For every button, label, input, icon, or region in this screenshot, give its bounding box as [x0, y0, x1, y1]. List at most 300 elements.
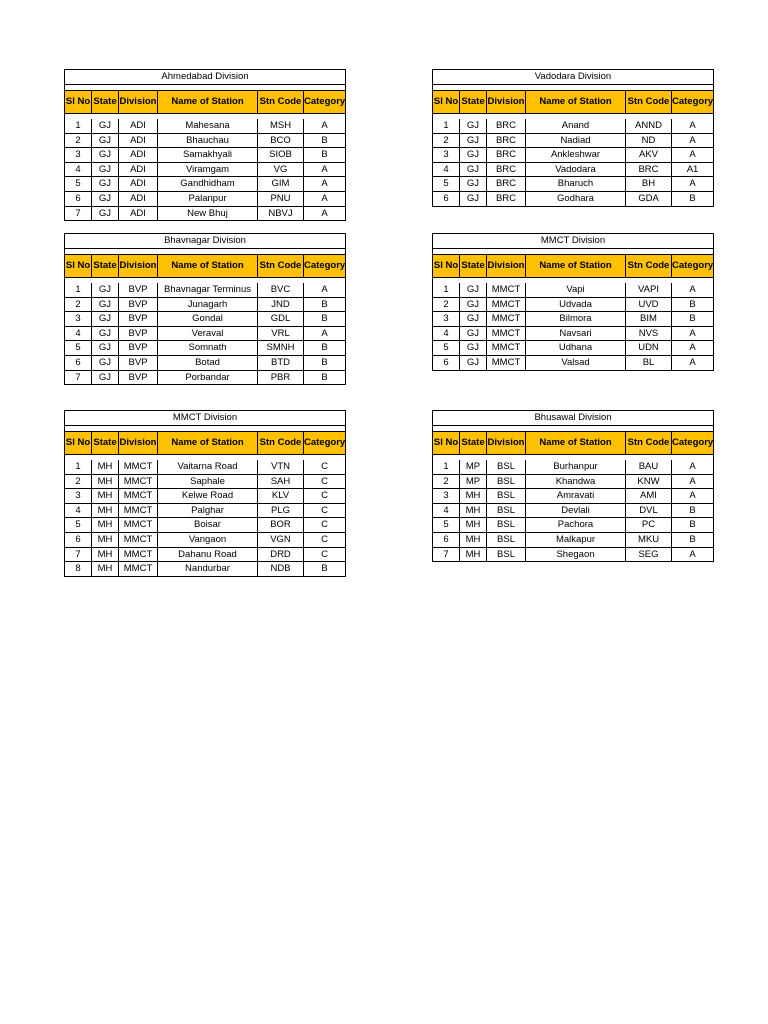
table-row	[65, 207, 345, 221]
cell-state: GJ	[92, 371, 119, 385]
cell-stn-code: NBVJ	[258, 207, 304, 221]
cell-state: MH	[92, 518, 119, 532]
table-row	[433, 119, 713, 134]
table-row	[65, 177, 345, 192]
cell-station-name: Anand	[526, 119, 626, 133]
cell-station-name: Boisar	[158, 518, 258, 532]
cell-station-name: Shegaon	[526, 548, 626, 562]
cell-state: MH	[460, 504, 487, 518]
cell-division: BSL	[487, 489, 526, 503]
cell-state: GJ	[460, 163, 487, 177]
header-station-name: Name of Station	[158, 255, 258, 277]
table-title: Ahmedabad Division	[65, 70, 345, 85]
cell-sl-no: 1	[65, 460, 92, 474]
cell-category: A	[689, 284, 696, 295]
header-category: Category	[672, 437, 713, 448]
table-row	[65, 533, 345, 548]
table-row	[65, 356, 345, 371]
cell-state: GJ	[460, 134, 487, 148]
cell-state: GJ	[92, 341, 119, 355]
cell-sl-no: 5	[65, 177, 92, 191]
cell-state: MH	[92, 460, 119, 474]
cell-sl-no: 5	[65, 518, 92, 532]
cell-stn-code: ND	[626, 134, 672, 148]
cell-stn-code: SMNH	[258, 341, 304, 355]
cell-station-name: Vadodara	[526, 163, 626, 177]
table-row	[433, 548, 713, 562]
header-row	[433, 90, 713, 114]
header-row	[65, 431, 345, 455]
table-row	[65, 327, 345, 342]
cell-division: BRC	[487, 148, 526, 162]
header-division: Division	[487, 432, 526, 454]
cell-category: A	[689, 342, 696, 354]
table-row	[433, 163, 713, 178]
cell-stn-code: PLG	[258, 504, 304, 518]
cell-category: C	[321, 519, 328, 531]
table-row	[65, 134, 345, 149]
cell-division: BVP	[119, 371, 158, 385]
table-body	[65, 119, 345, 220]
cell-division: BSL	[487, 475, 526, 489]
cell-station-name: Botad	[158, 356, 258, 370]
cell-category: A1	[686, 163, 699, 175]
table-row	[433, 327, 713, 342]
cell-station-name: Palanpur	[158, 192, 258, 206]
cell-sl-no: 3	[65, 148, 92, 162]
cell-category: B	[321, 342, 328, 354]
cell-sl-no: 2	[433, 475, 460, 489]
cell-stn-code: BTD	[258, 356, 304, 370]
cell-sl-no: 1	[433, 460, 460, 474]
cell-sl-no: 1	[65, 119, 92, 133]
cell-state: GJ	[460, 312, 487, 326]
cell-stn-code: AKV	[626, 148, 672, 162]
cell-state: MP	[460, 460, 487, 474]
table-row	[65, 148, 345, 163]
cell-category: A	[321, 120, 328, 131]
cell-stn-code: JND	[258, 298, 304, 312]
cell-sl-no: 6	[65, 533, 92, 547]
cell-category: A	[689, 178, 696, 190]
cell-station-name: Khandwa	[526, 475, 626, 489]
cell-station-name: Vapi	[526, 283, 626, 297]
cell-station-name: Veraval	[158, 327, 258, 341]
cell-category: A	[689, 490, 696, 502]
header-state: State	[460, 432, 487, 454]
table-row	[433, 460, 713, 475]
cell-stn-code: KLV	[258, 489, 304, 503]
cell-station-name: Palghar	[158, 504, 258, 518]
header-station-name: Name of Station	[158, 91, 258, 113]
cell-station-name: Malkapur	[526, 533, 626, 547]
cell-sl-no: 5	[433, 177, 460, 191]
cell-sl-no: 4	[433, 504, 460, 518]
cell-stn-code: MKU	[626, 533, 672, 547]
cell-state: GJ	[92, 298, 119, 312]
cell-sl-no: 2	[433, 298, 460, 312]
cell-sl-no: 1	[65, 283, 92, 297]
header-stn-code: Stn Code	[258, 255, 304, 277]
cell-station-name: Bharuch	[526, 177, 626, 191]
cell-sl-no: 2	[65, 475, 92, 489]
header-state: State	[460, 91, 487, 113]
cell-sl-no: 4	[65, 327, 92, 341]
table-row	[433, 148, 713, 163]
cell-sl-no: 3	[433, 312, 460, 326]
header-row	[433, 431, 713, 455]
cell-station-name: Ankleshwar	[526, 148, 626, 162]
cell-state: GJ	[92, 356, 119, 370]
cell-category: C	[321, 461, 328, 472]
table-title: Bhusawal Division	[433, 411, 713, 426]
header-stn-code: Stn Code	[258, 432, 304, 454]
cell-stn-code: BVC	[258, 283, 304, 297]
cell-station-name: New Bhuj	[158, 207, 258, 221]
cell-division: BRC	[487, 163, 526, 177]
cell-division: BVP	[119, 298, 158, 312]
cell-station-name: Gondal	[158, 312, 258, 326]
table-body	[65, 283, 345, 384]
cell-state: GJ	[460, 298, 487, 312]
cell-station-name: Samakhyali	[158, 148, 258, 162]
cell-sl-no: 3	[433, 148, 460, 162]
cell-division: MMCT	[119, 504, 158, 518]
cell-stn-code: ANND	[626, 119, 672, 133]
header-sl-no: Sl No	[433, 91, 460, 113]
cell-division: BVP	[119, 341, 158, 355]
table-row	[65, 341, 345, 356]
cell-state: GJ	[460, 177, 487, 191]
cell-sl-no: 4	[433, 163, 460, 177]
header-state: State	[92, 255, 119, 277]
table-body	[65, 460, 345, 576]
header-category: Category	[672, 260, 713, 271]
header-state: State	[460, 255, 487, 277]
cell-sl-no: 4	[65, 163, 92, 177]
cell-category: A	[689, 461, 696, 472]
cell-category: A	[321, 327, 328, 339]
cell-stn-code: BAU	[626, 460, 672, 474]
cell-sl-no: 7	[65, 207, 92, 221]
cell-stn-code: VG	[258, 163, 304, 177]
cell-state: GJ	[92, 312, 119, 326]
cell-category: B	[689, 504, 696, 516]
table-title: Vadodara Division	[433, 70, 713, 85]
table-row	[433, 341, 713, 356]
cell-stn-code: BH	[626, 177, 672, 191]
cell-sl-no: 6	[65, 356, 92, 370]
header-division: Division	[119, 432, 158, 454]
cell-stn-code: NVS	[626, 327, 672, 341]
cell-station-name: Viramgam	[158, 163, 258, 177]
cell-stn-code: DVL	[626, 504, 672, 518]
cell-sl-no: 3	[433, 489, 460, 503]
table-title: MMCT Division	[65, 411, 345, 426]
cell-category: A	[321, 178, 328, 190]
cell-division: ADI	[119, 207, 158, 221]
cell-state: MH	[460, 489, 487, 503]
cell-stn-code: SAH	[258, 475, 304, 489]
cell-state: MH	[92, 562, 119, 576]
table-row	[433, 533, 713, 548]
cell-division: BRC	[487, 177, 526, 191]
cell-state: GJ	[460, 341, 487, 355]
mmct-mh-division-table	[64, 410, 346, 577]
cell-stn-code: GDA	[626, 192, 672, 206]
cell-state: MH	[460, 533, 487, 547]
table-row	[433, 283, 713, 298]
cell-sl-no: 6	[433, 192, 460, 206]
cell-state: MP	[460, 475, 487, 489]
cell-stn-code: SIOB	[258, 148, 304, 162]
cell-state: GJ	[92, 148, 119, 162]
table-body	[433, 119, 713, 206]
header-state: State	[92, 91, 119, 113]
cell-station-name: Junagarh	[158, 298, 258, 312]
cell-station-name: Devlali	[526, 504, 626, 518]
cell-station-name: Godhara	[526, 192, 626, 206]
cell-division: BSL	[487, 460, 526, 474]
cell-division: MMCT	[119, 475, 158, 489]
table-body	[433, 460, 713, 561]
cell-category: C	[321, 548, 328, 560]
cell-category: A	[321, 163, 328, 175]
header-sl-no: Sl No	[433, 432, 460, 454]
cell-division: BSL	[487, 504, 526, 518]
cell-stn-code: PC	[626, 518, 672, 532]
cell-division: BVP	[119, 356, 158, 370]
cell-stn-code: PNU	[258, 192, 304, 206]
cell-sl-no: 7	[65, 371, 92, 385]
cell-sl-no: 4	[433, 327, 460, 341]
cell-category: C	[321, 504, 328, 516]
table-row	[65, 298, 345, 313]
cell-division: ADI	[119, 177, 158, 191]
cell-division: ADI	[119, 163, 158, 177]
cell-station-name: Mahesana	[158, 119, 258, 133]
cell-state: MH	[92, 504, 119, 518]
table-row	[65, 518, 345, 533]
cell-category: C	[321, 475, 328, 487]
cell-category: A	[689, 120, 696, 131]
cell-stn-code: DRD	[258, 548, 304, 562]
cell-state: GJ	[92, 207, 119, 221]
cell-state: MH	[460, 548, 487, 562]
header-stn-code: Stn Code	[626, 91, 672, 113]
cell-division: MMCT	[119, 489, 158, 503]
cell-division: MMCT	[119, 548, 158, 562]
cell-state: GJ	[460, 148, 487, 162]
cell-stn-code: BOR	[258, 518, 304, 532]
cell-stn-code: VTN	[258, 460, 304, 474]
cell-station-name: Porbandar	[158, 371, 258, 385]
header-station-name: Name of Station	[526, 255, 626, 277]
table-row	[65, 562, 345, 576]
cell-station-name: Vangaon	[158, 533, 258, 547]
cell-station-name: Nadiad	[526, 134, 626, 148]
cell-sl-no: 4	[65, 504, 92, 518]
cell-stn-code: VAPI	[626, 283, 672, 297]
table-row	[65, 283, 345, 298]
cell-category: C	[321, 533, 328, 545]
table-title: MMCT Division	[433, 234, 713, 249]
table-row	[433, 312, 713, 327]
cell-division: MMCT	[487, 327, 526, 341]
cell-division: BVP	[119, 312, 158, 326]
cell-state: GJ	[460, 119, 487, 133]
cell-sl-no: 6	[433, 356, 460, 370]
cell-station-name: Amravati	[526, 489, 626, 503]
cell-stn-code: BL	[626, 356, 672, 370]
table-row	[65, 504, 345, 519]
cell-stn-code: KNW	[626, 475, 672, 489]
cell-division: ADI	[119, 134, 158, 148]
cell-division: MMCT	[487, 312, 526, 326]
cell-station-name: Saphale	[158, 475, 258, 489]
table-row	[65, 119, 345, 134]
cell-category: B	[321, 149, 328, 161]
table-row	[433, 518, 713, 533]
cell-stn-code: BRC	[626, 163, 672, 177]
mmct-gj-division-table	[432, 233, 714, 371]
cell-state: GJ	[460, 192, 487, 206]
table-title: Bhavnagar Division	[65, 234, 345, 249]
cell-division: BSL	[487, 518, 526, 532]
cell-state: GJ	[92, 177, 119, 191]
cell-division: MMCT	[119, 518, 158, 532]
cell-division: ADI	[119, 192, 158, 206]
header-row	[65, 254, 345, 278]
cell-category: A	[689, 327, 696, 339]
cell-station-name: Dahanu Road	[158, 548, 258, 562]
cell-state: MH	[92, 533, 119, 547]
cell-state: GJ	[92, 283, 119, 297]
cell-division: BSL	[487, 548, 526, 562]
header-division: Division	[119, 255, 158, 277]
cell-division: BRC	[487, 134, 526, 148]
cell-station-name: Valsad	[526, 356, 626, 370]
cell-category: A	[321, 284, 328, 295]
cell-state: MH	[92, 548, 119, 562]
cell-sl-no: 1	[433, 119, 460, 133]
cell-stn-code: NDB	[258, 562, 304, 576]
header-state: State	[92, 432, 119, 454]
cell-state: GJ	[460, 327, 487, 341]
header-row	[65, 90, 345, 114]
cell-category: A	[321, 192, 328, 204]
cell-sl-no: 2	[433, 134, 460, 148]
cell-station-name: Udvada	[526, 298, 626, 312]
header-station-name: Name of Station	[158, 432, 258, 454]
header-row	[433, 254, 713, 278]
table-row	[65, 371, 345, 385]
header-division: Division	[487, 255, 526, 277]
table-row	[65, 192, 345, 207]
cell-category: B	[689, 298, 696, 310]
cell-division: BRC	[487, 192, 526, 206]
table-row	[65, 475, 345, 490]
table-row	[433, 134, 713, 149]
cell-category: A	[689, 134, 696, 146]
cell-category: A	[689, 475, 696, 487]
cell-division: MMCT	[119, 533, 158, 547]
cell-station-name: Pachora	[526, 518, 626, 532]
cell-sl-no: 7	[433, 548, 460, 562]
cell-sl-no: 1	[433, 283, 460, 297]
header-stn-code: Stn Code	[626, 432, 672, 454]
header-category: Category	[304, 437, 345, 448]
cell-category: B	[321, 563, 328, 575]
cell-station-name: Gandhidham	[158, 177, 258, 191]
table-row	[433, 298, 713, 313]
cell-category: B	[321, 371, 328, 383]
cell-division: ADI	[119, 119, 158, 133]
cell-sl-no: 6	[65, 192, 92, 206]
table-row	[65, 460, 345, 475]
cell-division: BVP	[119, 327, 158, 341]
cell-stn-code: GIM	[258, 177, 304, 191]
table-row	[65, 489, 345, 504]
header-category: Category	[672, 96, 713, 107]
cell-category: A	[689, 356, 696, 368]
header-sl-no: Sl No	[65, 91, 92, 113]
cell-sl-no: 3	[65, 312, 92, 326]
cell-sl-no: 7	[65, 548, 92, 562]
table-row	[65, 312, 345, 327]
cell-station-name: Bhavnagar Terminus	[158, 283, 258, 297]
cell-stn-code: SEG	[626, 548, 672, 562]
cell-category: B	[321, 134, 328, 146]
cell-station-name: Vaitarna Road	[158, 460, 258, 474]
header-stn-code: Stn Code	[258, 91, 304, 113]
cell-station-name: Nandurbar	[158, 562, 258, 576]
cell-division: MMCT	[487, 283, 526, 297]
table-row	[65, 548, 345, 563]
cell-state: GJ	[460, 356, 487, 370]
bhusawal-division-table	[432, 410, 714, 562]
cell-stn-code: VGN	[258, 533, 304, 547]
cell-sl-no: 5	[433, 518, 460, 532]
ahmedabad-division-table	[64, 69, 346, 221]
cell-station-name: Udhana	[526, 341, 626, 355]
cell-division: MMCT	[487, 341, 526, 355]
vadodara-division-table	[432, 69, 714, 207]
cell-category: B	[689, 533, 696, 545]
cell-sl-no: 5	[65, 341, 92, 355]
cell-stn-code: VRL	[258, 327, 304, 341]
cell-stn-code: PBR	[258, 371, 304, 385]
cell-category: B	[321, 313, 328, 325]
header-category: Category	[304, 260, 345, 271]
cell-stn-code: UDN	[626, 341, 672, 355]
cell-sl-no: 2	[65, 134, 92, 148]
cell-division: BSL	[487, 533, 526, 547]
header-station-name: Name of Station	[526, 432, 626, 454]
cell-category: B	[689, 192, 696, 204]
cell-division: ADI	[119, 148, 158, 162]
cell-sl-no: 8	[65, 562, 92, 576]
header-station-name: Name of Station	[526, 91, 626, 113]
cell-category: B	[321, 356, 328, 368]
cell-stn-code: BCO	[258, 134, 304, 148]
table-row	[433, 489, 713, 504]
cell-category: A	[689, 548, 696, 560]
cell-sl-no: 2	[65, 298, 92, 312]
cell-division: MMCT	[119, 460, 158, 474]
cell-station-name: Navsari	[526, 327, 626, 341]
cell-state: GJ	[92, 134, 119, 148]
